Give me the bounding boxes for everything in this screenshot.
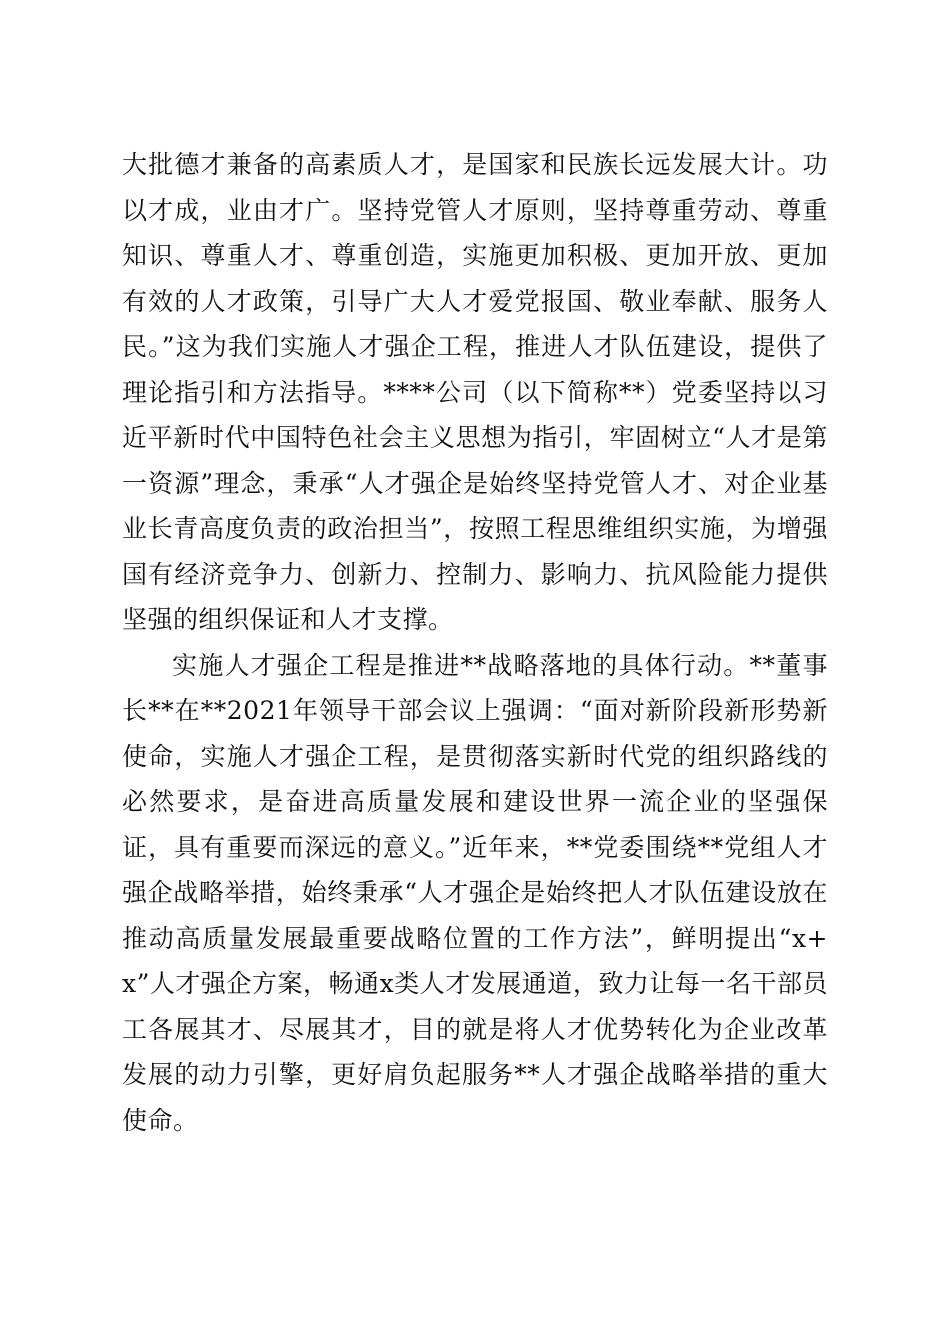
paragraph-2: 实施人才强企工程是推进**战略落地的具体行动。**董事长**在**2021年领导干部会议上强调：“面对新阶段新形势新使命，实施人才强企工程，是贯彻落实新时代党的组织路线的必然要求，是奋进高质量发展和建设世界一流企业的坚强保证，具有重要而深远的意义。”近年来，**党委围绕**党组人才强企战略举措，始终秉承“人才强企是始终把人才队伍建设放在推动高质量发展最重要战略位置的工作方法”，鲜明提出“x+x”人才强企方案，畅通x类人才发展通道，致力让每一名干部员工各展其才、尽展其才，目的就是将人才优势转化为企业改革发展的动力引擎，更好肩负起服务**人才强企战略举措的重大使命。 — [122, 650, 828, 1135]
document-body — [122, 142, 828, 1143]
paragraph-1: 大批德才兼备的高素质人才，是国家和民族长远发展大计。功以才成，业由才广。坚持党管人才原则，坚持尊重劳动、尊重知识、尊重人才、尊重创造，实施更加积极、更加开放、更加有效的人才政策，引导广大人才爱党报国、敬业奉献、服务人民。”这为我们实施人才强企工程，推进人才队伍建设，提供了理论指引和方法指导。****公司（以下简称**）党委坚持以习近平新时代中国特色社会主义思想为指引，牢固树立“人才是第一资源”理念，秉承“人才强企是始终坚持党管人才、对企业基业长青高度负责的政治担当”，按照工程思维组织实施，为增强国有经济竞争力、创新力、控制力、影响力、抗风险能力提供坚强的组织保证和人才支撑。 — [122, 150, 828, 634]
